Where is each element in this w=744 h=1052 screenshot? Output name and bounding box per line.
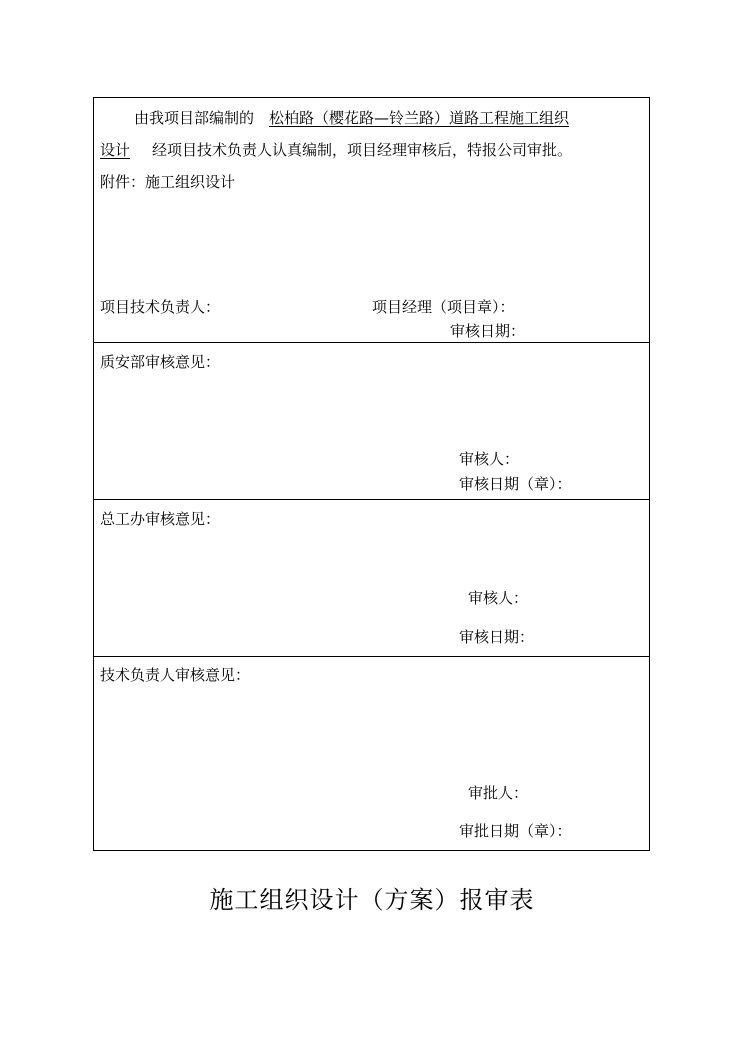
intro-suffix: 经项目技术负责人认真编制，项目经理审核后，特报公司审批。 [152, 141, 573, 159]
quality-safety-heading: 质安部审核意见： [100, 353, 221, 371]
approval-date-seal-label: 审批日期（章）： [459, 822, 572, 840]
technical-lead-heading: 技术负责人审核意见： [100, 666, 251, 684]
project-name: 松柏路（樱花路—铃兰路）道路工程施工组织 [269, 109, 570, 127]
review-date-label: 审核日期： [459, 628, 535, 646]
review-form-table [93, 97, 650, 851]
quality-safety-section [94, 342, 649, 500]
submission-section [94, 98, 649, 343]
project-manager-label: 项目经理（项目章）： [372, 298, 515, 316]
review-date-seal-label: 审核日期（章）： [459, 475, 572, 493]
approver-label: 审批人： [468, 784, 529, 802]
attachment-text: 附件：施工组织设计 [100, 173, 236, 191]
chief-engineer-office-section [94, 499, 649, 657]
chief-engineer-heading: 总工办审核意见： [100, 510, 221, 528]
reviewer-label: 审核人： [468, 589, 529, 607]
tech-lead-label: 项目技术负责人： [100, 298, 221, 316]
project-name-continued: 设计 [100, 141, 131, 159]
intro-prefix: 由我项目部编制的 [134, 109, 255, 127]
document-title: 施工组织设计（方案）报审表 [209, 886, 535, 914]
technical-lead-section [94, 656, 649, 852]
reviewer-label: 审核人： [459, 450, 520, 468]
review-date-label: 审核日期： [450, 322, 526, 340]
